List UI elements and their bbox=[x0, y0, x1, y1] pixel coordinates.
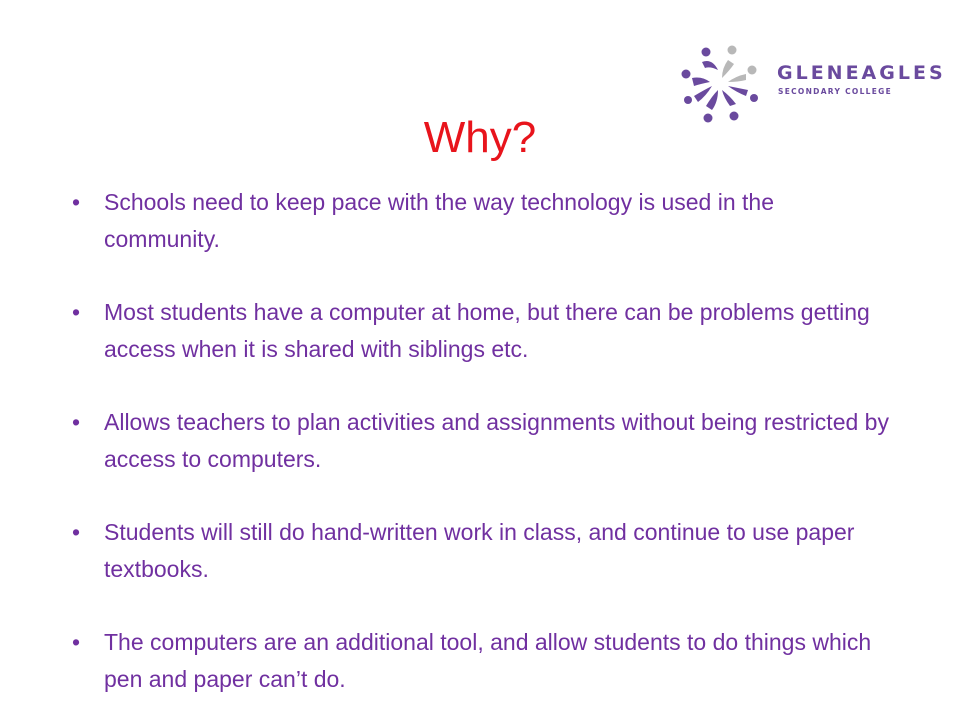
bullet-icon: • bbox=[72, 519, 81, 545]
bullet-text: Allows teachers to plan activities and assignments without being restricted by access to computers. bbox=[104, 409, 889, 472]
bullet-item bbox=[72, 404, 892, 478]
bullet-item bbox=[72, 624, 892, 698]
logo-subtitle: SECONDARY COLLEGE bbox=[778, 87, 893, 96]
logo-name: GLENEAGLES bbox=[777, 62, 946, 84]
bullet-item bbox=[72, 514, 892, 588]
bullet-text: The computers are an additional tool, and allow students to do things which pen and paper can’t do. bbox=[104, 629, 872, 692]
bullet-text: Schools need to keep pace with the way technology is used in the community. bbox=[104, 189, 774, 252]
bullet-list bbox=[72, 184, 892, 720]
bullet-icon: • bbox=[72, 629, 81, 655]
bullet-item bbox=[72, 184, 892, 258]
bullet-icon: • bbox=[72, 409, 81, 435]
bullet-item bbox=[72, 294, 892, 368]
bullet-text: Most students have a computer at home, but there can be problems getting access when it is shared with siblings etc. bbox=[104, 299, 870, 362]
bullet-text: Students will still do hand-written work in class, and continue to use paper textbooks. bbox=[104, 519, 855, 582]
bullet-icon: • bbox=[72, 189, 81, 215]
slide-title: Why? bbox=[423, 113, 537, 162]
bullet-icon: • bbox=[72, 299, 81, 325]
